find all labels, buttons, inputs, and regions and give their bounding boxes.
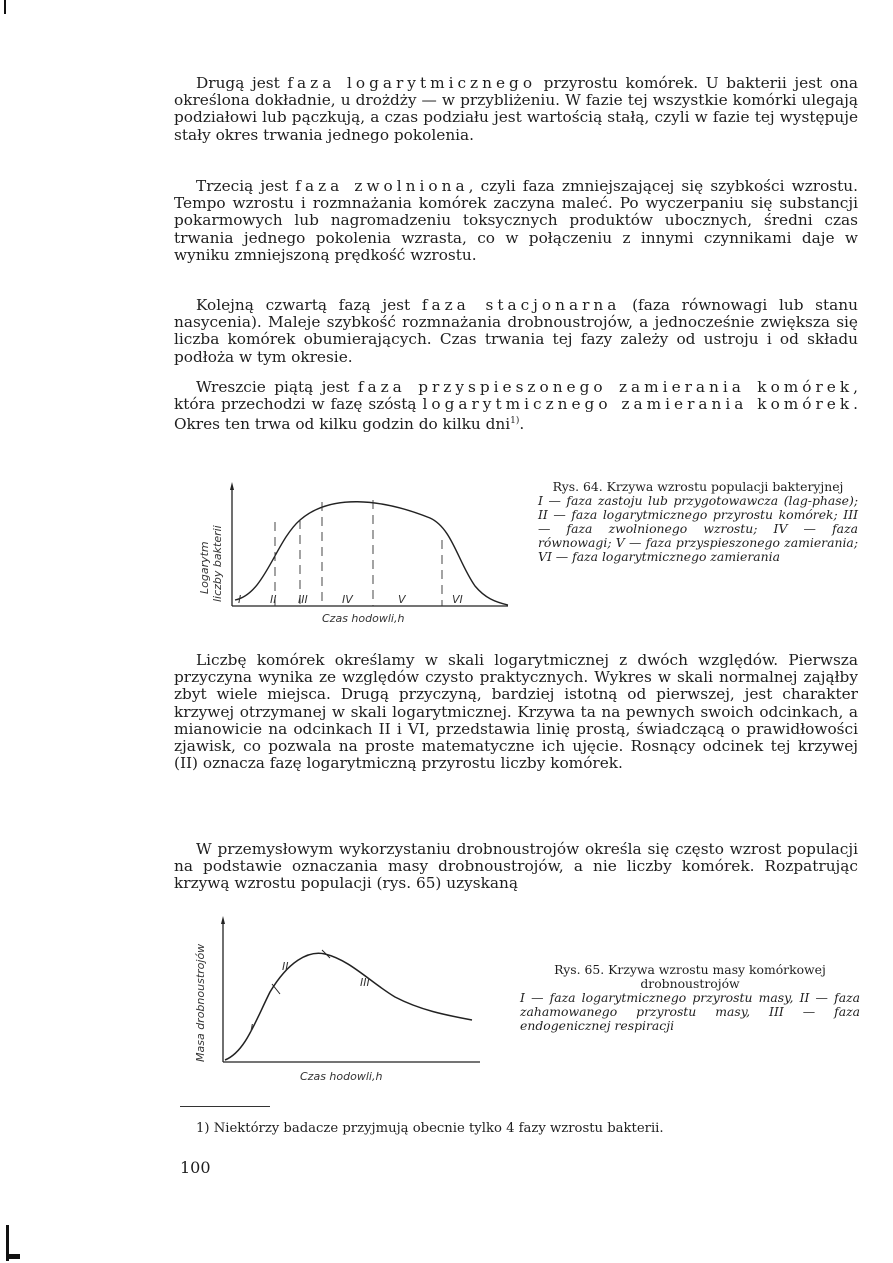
figure-65-caption: Rys. 65. Krzywa wzrostu masy komórkowej drobnoustrojów I — faza logarytmicznego przyrostu masy, II — faza zahamowanego przyrostu masy, III — faza endogenicznej respiracji (520, 962, 860, 1033)
figure-65-biomass-curve (190, 912, 500, 1087)
x-axis-label: Czas hodowli,h (300, 1070, 383, 1083)
footnote: 1) Niektórzy badacze przyjmują obecnie tylko 4 fazy wzrostu bakterii. (196, 1121, 664, 1136)
svg-text:II: II (282, 960, 289, 973)
svg-text:Masa drobnoustrojów: Masa drobnoustrojów (194, 943, 207, 1062)
paragraph-skala-logarytmiczna: Liczbę komórek określamy w skali logarytmicznej z dwóch względów. Pierwsza przyczyna wynika ze względów czysto praktycznych. Wykres w skali normalnej zająłby zbyt wiele miejsca. Drugą przyczyną, bardziej istotną od pierwszej, jest charakter krzywej otrzymanej w skali logarytmicznej. Krzywa ta na pewnych swoich odcinkach, a mianowicie na odcinkach II i VI, przedstawia linię prostą, świadczącą o prawidłowości zjawisk, co pozwala na proste matematyczne ich ujęcie. Rosnący odcinek tej krzywej (II) oznacza fazę logarytmiczną przyrostu liczby komórek. (174, 651, 858, 773)
svg-text:III: III (298, 593, 308, 606)
y-axis-label (198, 525, 224, 602)
footnote-reference: 1) (510, 416, 520, 427)
page-number: 100 (180, 1158, 211, 1177)
paragraph-faza-zwolniona: Trzecią jest faza zwolniona, czyli faza zmniejszającej się szybkości wzrostu. Tempo wzrostu i rozmnażania komórek zaczyna maleć. Po wyczerpaniu się substancji pokarmowych lub nagromadzeniu toksycznych produktów ubocznych, średni czas trwania jednego pokolenia wzrasta, co w połączeniu z innymi czynnikami daje w wyniku zmniejszoną prędkość wzrostu. (174, 177, 858, 264)
paragraph-faza-zamierania: Wreszcie piątą jest faza przyspieszonego zamierania komórek, która przechodzi w fazę szóstą logarytmicznego zamierania komórek. Okres ten trwa od kilku godzin do kilku dni$^{1)}$. (174, 378, 858, 434)
paragraph-faza-stacjonarna: Kolejną czwartą fazą jest faza stacjonarna (faza równowagi lub stanu nasycenia). Maleje szybkość rozmnażania drobnoustrojów, a jednocześnie zwiększa się liczba komórek obumierających. Czas trwania tej fazy zależy od ustroju i od składu podłoża w tym okresie. (174, 296, 858, 366)
x-axis-label: Czas hodowli,h (322, 612, 405, 625)
phase-labels (238, 593, 463, 606)
biomass-curve (225, 953, 472, 1060)
y-axis (221, 916, 225, 1062)
svg-text:IV: IV (342, 593, 353, 606)
svg-text:I: I (238, 593, 242, 606)
paragraph-faza-logarytmiczna: Drugą jest faza logarytmicznego przyrostu komórek. U bakterii jest ona określona dokładnie, u drożdży — w przybliżeniu. W fazie tej wszystkie komórki ulegają podziałowi lub pączkują, a czas podziału jest wartością stałą, czyli w fazie tej występuje stały okres trwania jednego pokolenia. (174, 74, 858, 144)
scan-edge-mark-top (4, 0, 6, 14)
phase-dividers (275, 500, 442, 606)
growth-curve (235, 502, 508, 605)
svg-text:II: II (270, 593, 277, 606)
svg-text:VI: VI (452, 593, 463, 606)
svg-text:Logarytm: Logarytm (198, 541, 211, 594)
svg-text:liczby bakterii: liczby bakterii (211, 525, 224, 602)
phase-markers (272, 950, 330, 994)
y-axis (230, 482, 234, 606)
y-axis-label (194, 944, 207, 1062)
svg-text:I: I (250, 1022, 254, 1035)
scan-edge-mark-bottom-foot (6, 1254, 20, 1259)
footnote-separator (180, 1106, 270, 1107)
svg-text:V: V (398, 593, 406, 606)
figure-64-caption: Rys. 64. Krzywa wzrostu populacji bakteryjnej I — faza zastoju lub przygotowawcza (lag-phase); II — faza logarytmicznego przyrostu komórek; III — faza zwolnionego wzrostu; IV — faza równowagi; V — faza przyspieszonego zamierania; VI — faza logarytmicznego zamierania (538, 479, 858, 564)
svg-text:III: III (360, 976, 370, 989)
figure-64-growth-curve (190, 482, 520, 632)
paragraph-masa-drobnoustrojow: W przemysłowym wykorzystaniu drobnoustrojów określa się często wzrost populacji na podstawie oznaczania masy drobnoustrojów, a nie liczby komórek. Rozpatrując krzywą wzrostu populacji (rys. 65) uzyskaną (174, 840, 858, 893)
